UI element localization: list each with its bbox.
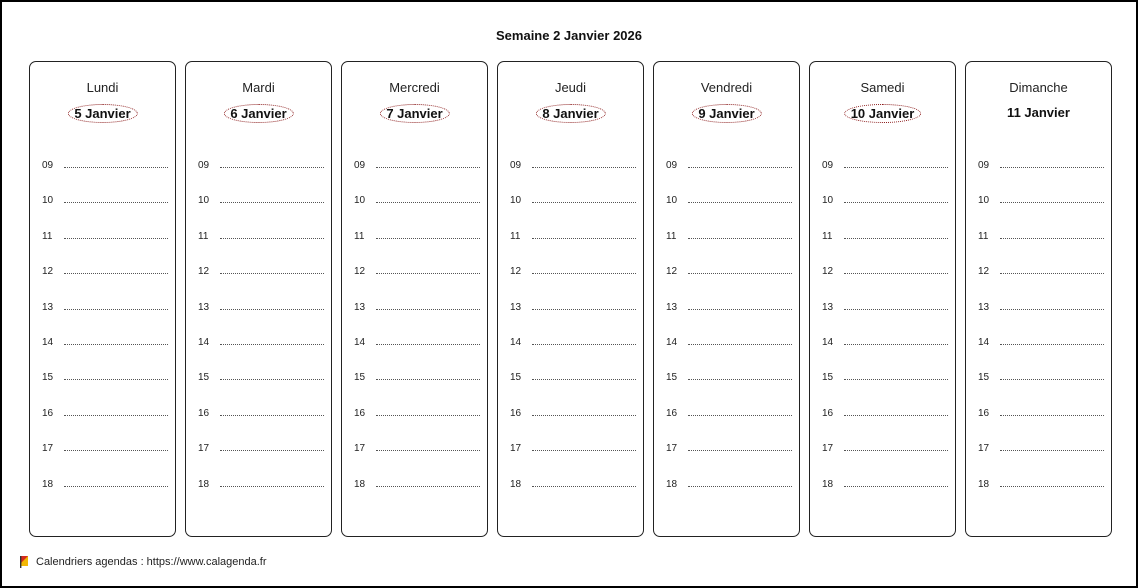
hour-row <box>198 194 324 208</box>
hour-label: 15 <box>354 372 366 384</box>
hour-row <box>666 230 792 244</box>
hour-write-line[interactable] <box>376 238 480 239</box>
hour-label: 13 <box>42 301 54 313</box>
hour-write-line[interactable] <box>688 344 792 345</box>
hour-write-line[interactable] <box>64 379 168 380</box>
hour-label: 10 <box>978 195 990 207</box>
hour-write-line[interactable] <box>376 167 480 168</box>
hour-write-line[interactable] <box>532 167 636 168</box>
hour-row <box>822 336 948 350</box>
hour-row <box>42 194 168 208</box>
hour-label: 12 <box>198 266 210 278</box>
hour-write-line[interactable] <box>1000 309 1104 310</box>
hour-write-line[interactable] <box>532 450 636 451</box>
hour-row <box>354 194 480 208</box>
hour-row <box>666 159 792 173</box>
hour-label: 16 <box>354 407 366 419</box>
hour-label: 18 <box>354 478 366 490</box>
hour-label: 13 <box>666 301 678 313</box>
hour-row <box>198 301 324 315</box>
hour-row <box>354 442 480 456</box>
hour-row <box>510 336 636 350</box>
hour-row <box>666 442 792 456</box>
hour-write-line[interactable] <box>844 486 948 487</box>
hour-label: 17 <box>198 443 210 455</box>
hour-label: 18 <box>978 478 990 490</box>
hour-write-line[interactable] <box>688 202 792 203</box>
footer <box>20 556 267 568</box>
hour-label: 16 <box>822 407 834 419</box>
hour-write-line[interactable] <box>64 238 168 239</box>
hour-row <box>666 478 792 492</box>
day-name: Lundi <box>86 80 119 95</box>
day-name: Dimanche <box>1009 80 1068 95</box>
hour-label: 17 <box>822 443 834 455</box>
hour-label: 13 <box>978 301 990 313</box>
day-name: Mercredi <box>389 80 440 95</box>
hour-write-line[interactable] <box>64 273 168 274</box>
hour-row <box>978 371 1104 385</box>
hour-write-line[interactable] <box>220 415 324 416</box>
hour-row <box>42 301 168 315</box>
calagenda-logo-icon <box>20 556 31 568</box>
hour-label: 12 <box>354 266 366 278</box>
footer-text: Calendriers agendas : https://www.calagenda.fr <box>36 556 267 568</box>
hour-write-line[interactable] <box>532 273 636 274</box>
hour-label: 09 <box>666 160 678 171</box>
hour-row <box>510 194 636 208</box>
hour-row <box>198 265 324 279</box>
day-name: Mardi <box>242 80 275 95</box>
hour-label: 15 <box>978 372 990 384</box>
hour-label: 11 <box>822 230 833 242</box>
hour-label: 13 <box>198 301 210 313</box>
hour-label: 14 <box>42 337 54 348</box>
hour-label: 14 <box>822 337 834 348</box>
hour-label: 11 <box>42 230 53 242</box>
hour-row <box>198 478 324 492</box>
hour-row <box>354 336 480 350</box>
hour-write-line[interactable] <box>376 202 480 203</box>
hour-label: 15 <box>822 372 834 384</box>
hour-row <box>978 230 1104 244</box>
hour-row <box>42 371 168 385</box>
hour-write-line[interactable] <box>220 344 324 345</box>
hour-row <box>198 230 324 244</box>
hour-row <box>666 407 792 421</box>
hour-row <box>354 407 480 421</box>
hour-write-line[interactable] <box>220 486 324 487</box>
day-date: 9 Janvier <box>691 104 761 123</box>
hour-label: 17 <box>666 443 678 455</box>
hour-row <box>822 194 948 208</box>
hour-label: 16 <box>510 407 522 419</box>
hour-write-line[interactable] <box>1000 415 1104 416</box>
hour-label: 10 <box>666 195 678 207</box>
hour-row <box>666 194 792 208</box>
hour-row <box>978 478 1104 492</box>
hour-label: 18 <box>42 478 54 490</box>
hour-write-line[interactable] <box>376 415 480 416</box>
hour-write-line[interactable] <box>220 379 324 380</box>
hour-label: 15 <box>666 372 678 384</box>
hour-row <box>822 265 948 279</box>
hour-label: 10 <box>198 195 210 207</box>
hour-label: 10 <box>354 195 366 207</box>
hour-write-line[interactable] <box>844 309 948 310</box>
hour-write-line[interactable] <box>688 415 792 416</box>
hour-row <box>822 371 948 385</box>
hour-label: 14 <box>354 337 366 348</box>
hour-row <box>978 265 1104 279</box>
hour-label: 16 <box>198 407 210 419</box>
hour-write-line[interactable] <box>376 309 480 310</box>
hour-label: 17 <box>510 443 522 455</box>
hour-write-line[interactable] <box>688 167 792 168</box>
hour-write-line[interactable] <box>532 486 636 487</box>
hour-label: 11 <box>978 230 989 242</box>
hour-row <box>42 159 168 173</box>
hour-row <box>42 336 168 350</box>
day-column <box>653 61 800 537</box>
hour-label: 16 <box>666 407 678 419</box>
hour-write-line[interactable] <box>1000 486 1104 487</box>
hour-row <box>42 442 168 456</box>
hour-write-line[interactable] <box>1000 167 1104 168</box>
hour-row <box>822 301 948 315</box>
hour-label: 10 <box>822 195 834 207</box>
hour-write-line[interactable] <box>688 273 792 274</box>
hour-label: 09 <box>354 160 366 171</box>
hour-label: 14 <box>510 337 522 348</box>
hour-write-line[interactable] <box>376 344 480 345</box>
hour-write-line[interactable] <box>220 238 324 239</box>
hour-write-line[interactable] <box>376 450 480 451</box>
hour-label: 17 <box>978 443 990 455</box>
hour-row <box>978 442 1104 456</box>
hour-row <box>198 407 324 421</box>
hour-write-line[interactable] <box>688 309 792 310</box>
hour-write-line[interactable] <box>688 486 792 487</box>
hour-row <box>510 230 636 244</box>
hour-write-line[interactable] <box>844 167 948 168</box>
hour-row <box>354 230 480 244</box>
hour-row <box>354 371 480 385</box>
hour-row <box>42 407 168 421</box>
hour-write-line[interactable] <box>64 167 168 168</box>
hour-write-line[interactable] <box>844 450 948 451</box>
hour-write-line[interactable] <box>64 202 168 203</box>
hour-row <box>666 336 792 350</box>
hour-row <box>510 442 636 456</box>
hour-label: 12 <box>978 266 990 278</box>
hour-write-line[interactable] <box>844 415 948 416</box>
hour-label: 18 <box>198 478 210 490</box>
hour-write-line[interactable] <box>1000 238 1104 239</box>
day-date: 7 Janvier <box>379 104 449 123</box>
hour-label: 12 <box>42 266 54 278</box>
hour-row <box>198 159 324 173</box>
hour-row <box>666 265 792 279</box>
hour-write-line[interactable] <box>64 415 168 416</box>
hour-row <box>510 478 636 492</box>
hour-write-line[interactable] <box>532 344 636 345</box>
hour-write-line[interactable] <box>220 167 324 168</box>
hour-label: 15 <box>42 372 54 384</box>
day-date: 8 Janvier <box>535 104 605 123</box>
hour-write-line[interactable] <box>688 238 792 239</box>
hour-label: 11 <box>354 230 365 242</box>
hour-write-line[interactable] <box>844 344 948 345</box>
hour-row <box>354 301 480 315</box>
hour-row <box>978 407 1104 421</box>
hour-row <box>822 230 948 244</box>
hour-label: 11 <box>666 230 677 242</box>
hour-label: 15 <box>510 372 522 384</box>
hour-label: 13 <box>822 301 834 313</box>
hour-write-line[interactable] <box>688 379 792 380</box>
hour-row <box>354 159 480 173</box>
hour-write-line[interactable] <box>376 273 480 274</box>
hour-label: 11 <box>510 230 521 242</box>
hour-write-line[interactable] <box>64 486 168 487</box>
hour-row <box>510 407 636 421</box>
hour-write-line[interactable] <box>532 309 636 310</box>
hour-row <box>822 442 948 456</box>
day-date: 5 Janvier <box>67 104 137 123</box>
hour-label: 12 <box>822 266 834 278</box>
hour-write-line[interactable] <box>64 450 168 451</box>
hour-label: 17 <box>354 443 366 455</box>
hour-row <box>198 336 324 350</box>
day-column <box>497 61 644 537</box>
hour-row <box>42 478 168 492</box>
hour-label: 10 <box>42 195 54 207</box>
hour-write-line[interactable] <box>1000 450 1104 451</box>
hour-write-line[interactable] <box>1000 344 1104 345</box>
hour-write-line[interactable] <box>844 273 948 274</box>
hour-row <box>198 442 324 456</box>
hour-write-line[interactable] <box>688 450 792 451</box>
hour-label: 18 <box>822 478 834 490</box>
hour-label: 09 <box>822 160 834 171</box>
hour-row <box>978 194 1104 208</box>
day-date: 6 Janvier <box>223 104 293 123</box>
hour-row <box>510 159 636 173</box>
hour-write-line[interactable] <box>376 486 480 487</box>
hour-row <box>822 478 948 492</box>
day-name: Samedi <box>860 80 905 95</box>
day-column <box>29 61 176 537</box>
day-column <box>341 61 488 537</box>
hour-row <box>666 301 792 315</box>
hour-write-line[interactable] <box>532 379 636 380</box>
hour-row <box>510 265 636 279</box>
hour-label: 09 <box>510 160 522 171</box>
hour-write-line[interactable] <box>844 379 948 380</box>
day-column <box>965 61 1112 537</box>
hour-label: 12 <box>510 266 522 278</box>
day-name: Jeudi <box>554 80 587 95</box>
hour-write-line[interactable] <box>1000 202 1104 203</box>
hour-row <box>666 371 792 385</box>
hour-row <box>822 159 948 173</box>
hour-write-line[interactable] <box>844 202 948 203</box>
hour-label: 18 <box>666 478 678 490</box>
hour-write-line[interactable] <box>220 309 324 310</box>
hour-write-line[interactable] <box>844 238 948 239</box>
hour-label: 13 <box>354 301 366 313</box>
hour-row <box>510 371 636 385</box>
page-title: Semaine 2 Janvier 2026 <box>496 28 642 43</box>
hour-write-line[interactable] <box>532 238 636 239</box>
hour-row <box>510 301 636 315</box>
hour-write-line[interactable] <box>64 309 168 310</box>
hour-write-line[interactable] <box>1000 379 1104 380</box>
day-column <box>809 61 956 537</box>
hour-row <box>978 336 1104 350</box>
hour-label: 09 <box>978 160 990 171</box>
hour-label: 12 <box>666 266 678 278</box>
hour-label: 14 <box>978 337 990 348</box>
hour-label: 09 <box>198 160 210 171</box>
hour-label: 13 <box>510 301 522 313</box>
hour-row <box>354 265 480 279</box>
hour-row <box>42 265 168 279</box>
hour-write-line[interactable] <box>220 202 324 203</box>
hour-row <box>42 230 168 244</box>
hour-row <box>198 371 324 385</box>
day-date: 10 Janvier <box>844 104 922 123</box>
hour-label: 16 <box>978 407 990 419</box>
hour-label: 14 <box>198 337 210 348</box>
hour-label: 09 <box>42 160 54 171</box>
hour-label: 15 <box>198 372 210 384</box>
day-date: 11 Janvier <box>1007 105 1070 120</box>
hour-write-line[interactable] <box>220 450 324 451</box>
hour-write-line[interactable] <box>532 415 636 416</box>
hour-row <box>354 478 480 492</box>
day-column <box>185 61 332 537</box>
hour-label: 10 <box>510 195 522 207</box>
hour-label: 11 <box>198 230 209 242</box>
hour-write-line[interactable] <box>220 273 324 274</box>
hour-write-line[interactable] <box>532 202 636 203</box>
hour-row <box>978 301 1104 315</box>
day-name: Vendredi <box>700 80 753 95</box>
hour-label: 16 <box>42 407 54 419</box>
hour-label: 14 <box>666 337 678 348</box>
hour-row <box>978 159 1104 173</box>
hour-row <box>822 407 948 421</box>
hour-write-line[interactable] <box>1000 273 1104 274</box>
hour-write-line[interactable] <box>376 379 480 380</box>
hour-write-line[interactable] <box>64 344 168 345</box>
hour-label: 17 <box>42 443 54 455</box>
hour-label: 18 <box>510 478 522 490</box>
